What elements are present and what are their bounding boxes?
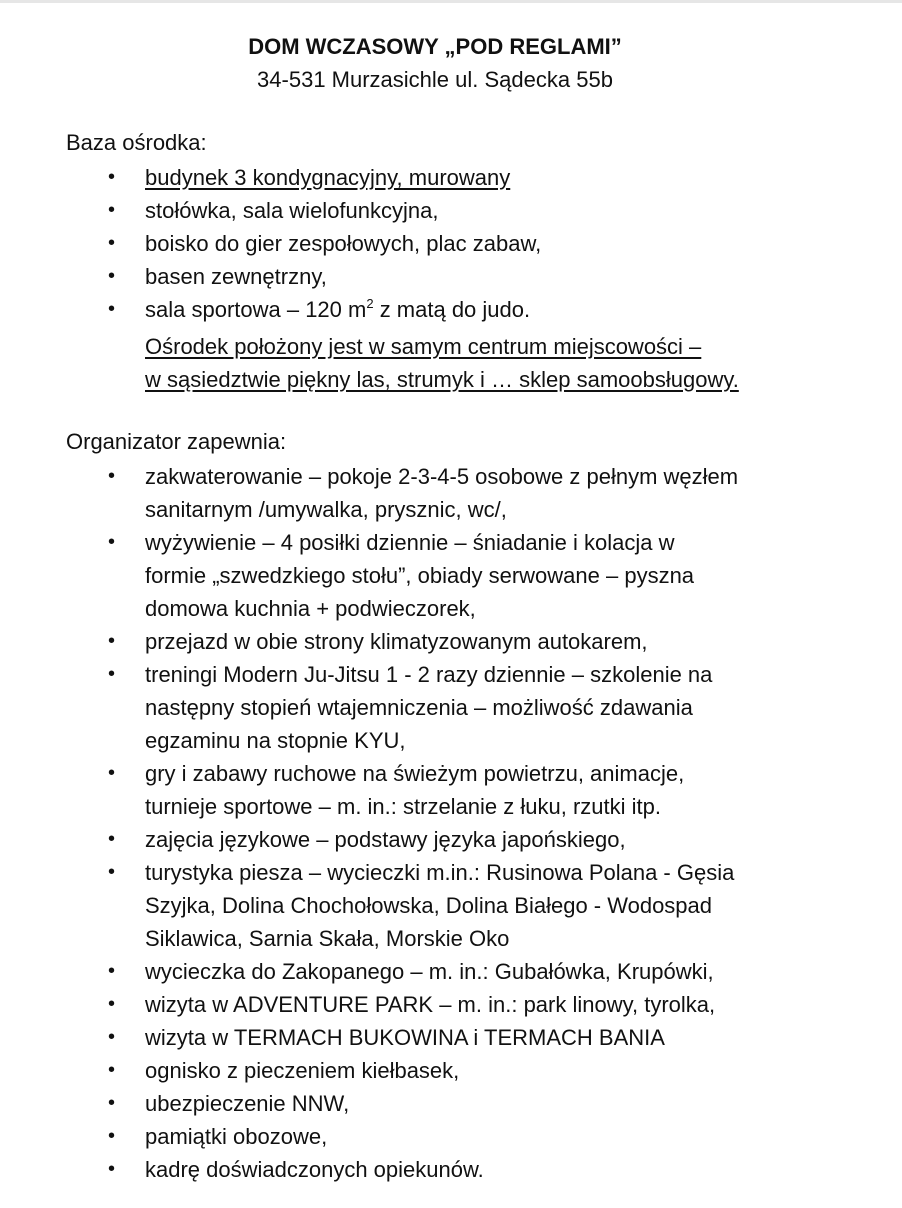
list-item-line: ognisko z pieczeniem kiełbasek, (145, 1058, 460, 1083)
sports-hall-text-end: z matą do judo. (373, 297, 531, 322)
organizer-heading: Organizator zapewnia: (66, 429, 287, 454)
bullet-icon: • (108, 1026, 116, 1048)
list-item-line: domowa kuchnia + podwieczorek, (145, 596, 476, 621)
organizer-list (0, 460, 902, 1186)
list-item (0, 194, 902, 227)
bullet-icon: • (108, 465, 116, 487)
list-item-line: gry i zabawy ruchowe na świeżym powietrzu, animacje, (145, 761, 685, 786)
bullet-icon: • (108, 1158, 116, 1180)
bullet-icon: • (108, 265, 116, 287)
list-item (0, 460, 902, 526)
list-item (0, 856, 902, 955)
bullet-icon: • (108, 531, 116, 553)
bullet-icon: • (108, 1092, 116, 1114)
list-item (0, 293, 902, 326)
list-item-line: turnieje sportowe – m. in.: strzelanie z łuku, rzutki itp. (145, 794, 661, 819)
list-item-line: zakwaterowanie – pokoje 2-3-4-5 osobowe z pełnym węzłem (145, 464, 739, 489)
list-item-text: stołówka, sala wielofunkcyjna, (145, 198, 439, 223)
list-item-line: treningi Modern Ju-Jitsu 1 - 2 razy dziennie – szkolenie na (145, 662, 713, 687)
bullet-icon: • (108, 828, 116, 850)
sports-hall-text: sala sportowa – 120 m (145, 297, 367, 322)
list-item-line: wizyta w TERMACH BUKOWINA i TERMACH BANIA (145, 1025, 665, 1050)
list-item-text: boisko do gier zespołowych, plac zabaw, (145, 231, 542, 256)
list-item-line: ubezpieczenie NNW, (145, 1091, 350, 1116)
list-item (0, 1120, 902, 1153)
list-item (0, 823, 902, 856)
list-item (0, 1021, 902, 1054)
document-title: DOM WCZASOWY „POD REGLAMI” (248, 34, 622, 59)
list-item-line: przejazd w obie strony klimatyzowanym autokarem, (145, 629, 648, 654)
list-item-line: wycieczka do Zakopanego – m. in.: Gubałówka, Krupówki, (145, 959, 714, 984)
superscript-two: 2 (366, 295, 374, 311)
list-item-line: formie „szwedzkiego stołu”, obiady serwowane – pyszna (145, 563, 695, 588)
bullet-icon: • (108, 232, 116, 254)
list-item (0, 227, 902, 260)
bullet-icon: • (108, 1125, 116, 1147)
list-item-line: wyżywienie – 4 posiłki dziennie – śniadanie i kolacja w (145, 530, 675, 555)
list-item (0, 161, 902, 194)
list-item-line: pamiątki obozowe, (145, 1124, 328, 1149)
list-item (0, 1153, 902, 1186)
list-item (0, 526, 902, 625)
list-item-text: budynek 3 kondygnacyjny, murowany (145, 165, 511, 190)
list-item (0, 1054, 902, 1087)
list-item (0, 988, 902, 1021)
list-item (0, 260, 902, 293)
list-item-line: wizyta w ADVENTURE PARK – m. in.: park linowy, tyrolka, (145, 992, 716, 1017)
bullet-icon: • (108, 993, 116, 1015)
list-item-line: kadrę doświadczonych opiekunów. (145, 1157, 484, 1182)
list-item (0, 757, 902, 823)
bullet-icon: • (108, 298, 116, 320)
list-item-text (145, 293, 842, 326)
list-item (0, 658, 902, 757)
base-list (0, 161, 902, 326)
location-note-line-2: w sąsiedztwie piękny las, strumyk i … sklep samoobsługowy. (145, 367, 739, 392)
list-item-line: Szyjka, Dolina Chochołowska, Dolina Białego - Wodospad (145, 893, 713, 918)
list-item-line: następny stopień wtajemniczenia – możliwość zdawania (145, 695, 693, 720)
list-item (0, 955, 902, 988)
base-heading: Baza ośrodka: (66, 130, 207, 155)
bullet-icon: • (108, 960, 116, 982)
bullet-icon: • (108, 861, 116, 883)
list-item-line: turystyka piesza – wycieczki m.in.: Rusinowa Polana - Gęsia (145, 860, 735, 885)
list-item-line: zajęcia językowe – podstawy języka japońskiego, (145, 827, 626, 852)
list-item-line: sanitarnym /umywalka, prysznic, wc/, (145, 497, 507, 522)
list-item-text: basen zewnętrzny, (145, 264, 327, 289)
document-address: 34-531 Murzasichle ul. Sądecka 55b (257, 67, 613, 92)
list-item (0, 1087, 902, 1120)
location-note-line-1: Ośrodek położony jest w samym centrum miejscowości – (145, 334, 702, 359)
bullet-icon: • (108, 762, 116, 784)
bullet-icon: • (108, 166, 116, 188)
bullet-icon: • (108, 630, 116, 652)
bullet-icon: • (108, 1059, 116, 1081)
list-item-line: Siklawica, Sarnia Skała, Morskie Oko (145, 926, 510, 951)
bullet-icon: • (108, 199, 116, 221)
list-item-line: egzaminu na stopnie KYU, (145, 728, 406, 753)
list-item (0, 625, 902, 658)
bullet-icon: • (108, 663, 116, 685)
